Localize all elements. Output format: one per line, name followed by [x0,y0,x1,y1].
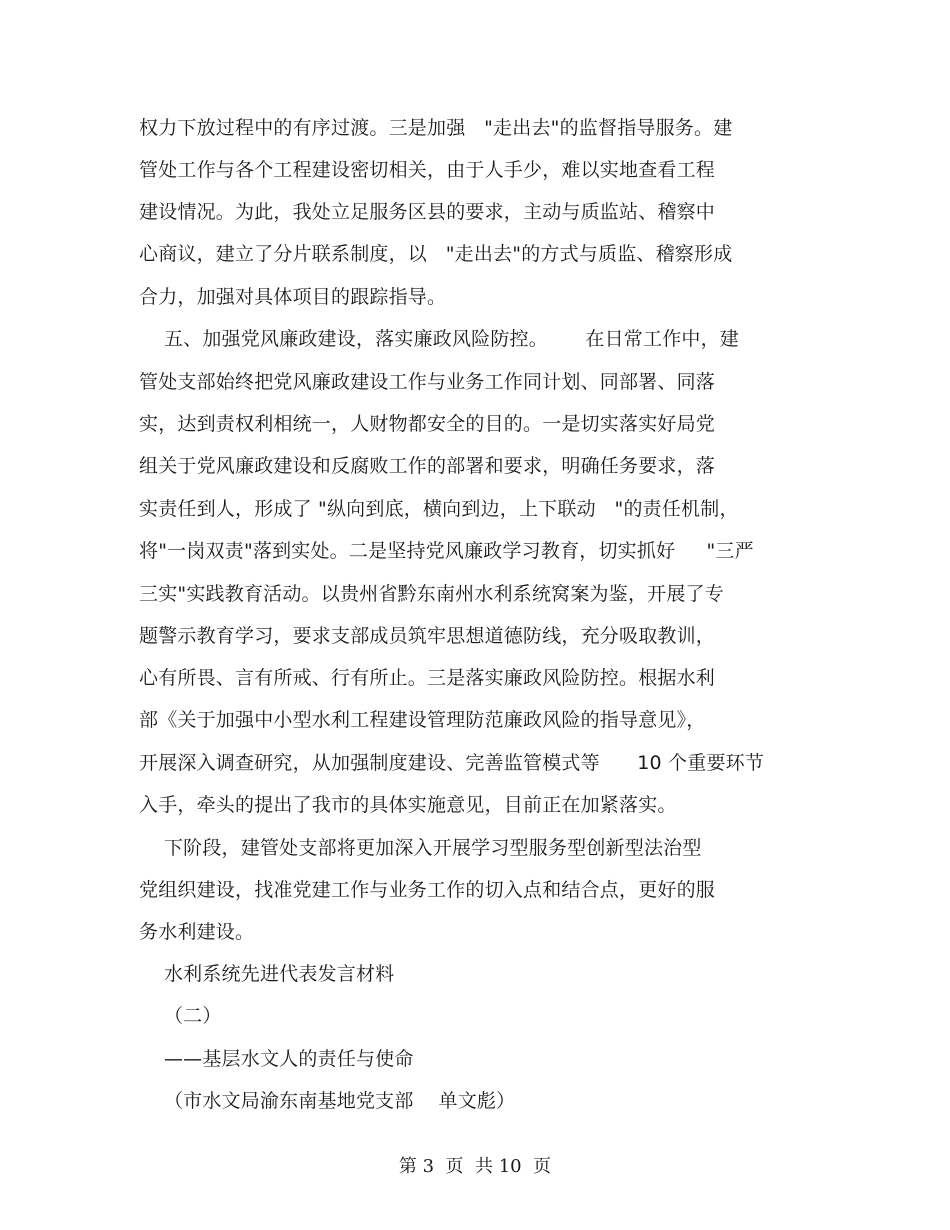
body-text-line: 心有所畏、言有所戒、行有所止。三是落实廉政风险防控。根据水利 [139,667,716,689]
body-text-line: 题警示教育学习，要求支部成员筑牢思想道德防线，充分吸取教训， [139,625,716,647]
body-text-line: 心商议，建立了分片联系制度，以 "走出去"的方式与质监、稽察形成 [139,243,733,265]
body-text-line: 管处工作与各个工程建设密切相关，由于人手少，难以实地查看工程 [139,159,716,181]
body-text-line: 管处支部始终把党风廉政建设工作与业务工作同计划、同部署、同落 [139,371,716,393]
body-text-line: 合力，加强对具体项目的跟踪指导。 [139,286,447,308]
document-subtitle: ——基层水文人的责任与使命 [139,1048,414,1070]
section-heading-line: 五、加强党风廉政建设，落实廉政风险防控。 在日常工作中，建 [139,328,739,350]
body-text-line: 建设情况。为此，我处立足服务区县的要求，主动与质监站、稽察中 [139,201,716,223]
body-text-line: 将"一岗双责"落到实处。二是坚持党风廉政学习教育，切实抓好 "三严 [139,540,754,562]
document-subtitle-number: （二） [139,1005,222,1027]
body-text-line: 开展深入调查研究，从加强制度建设、完善监管模式等 10 个重要环节 [139,752,765,774]
body-text-line: 组关于党风廉政建设和反腐败工作的部署和要求，明确任务要求，落 [139,455,716,477]
body-text-line: 实责任到人，形成了 "纵向到底，横向到边，上下联动 "的责任机制， [139,498,739,520]
body-text-line: 入手，牵头的提出了我市的具体实施意见，目前正在加紧落实。 [139,794,677,816]
body-text-line: 党组织建设，找准党建工作与业务工作的切入点和结合点，更好的服 [139,879,716,901]
document-author: （市水文局渝东南基地党支部 单文彪） [139,1090,516,1112]
body-text-line: 实，达到责权利相统一，人财物都安全的目的。一是切实落实好局党 [139,413,716,435]
body-text-line: 部《关于加强中小型水利工程建设管理防范廉政风险的指导意见》， [139,709,706,731]
page-number: 第 3 页 共 10 页 [398,1156,552,1177]
body-text-line: 下阶段，建管处支部将更加深入开展学习型服务型创新型法治型 [139,837,702,859]
body-text-line: 权力下放过程中的有序过渡。三是加强 "走出去"的监督指导服务。建 [139,117,733,139]
document-title: 水利系统先进代表发言材料 [139,963,395,985]
body-text-line: 三实"实践教育活动。以贵州省黔东南州水利系统窝案为鉴，开展了专 [139,583,724,605]
body-text-line: 务水利建设。 [139,921,255,943]
